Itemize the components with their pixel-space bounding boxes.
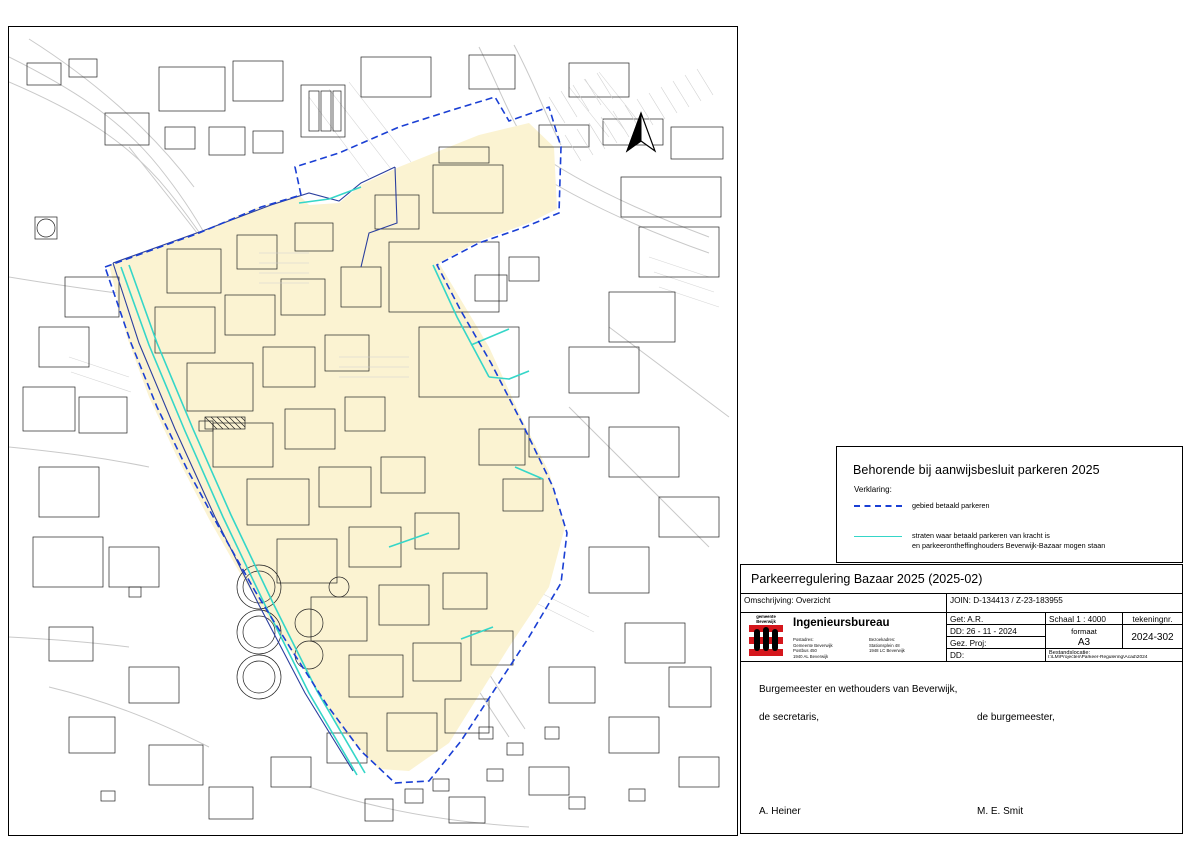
coat-of-arms [749, 625, 783, 656]
organisation-logo-cell [741, 613, 946, 661]
legend-swatch-solid-cyan [854, 536, 902, 537]
checked-by-cell: Gez. Proj: [946, 637, 1045, 649]
drawn-date-cell: DD: 26 - 11 - 2024 [946, 625, 1045, 637]
scale-cell: Schaal 1 : 4000 [1045, 613, 1122, 625]
visiting-address-line-3: 1948 LC Beverwijk [869, 648, 905, 654]
legend-title: Behorende bij aanwijsbesluit parkeren 2025 [853, 463, 1100, 477]
map-canvas[interactable] [9, 27, 735, 833]
legend-label-permit-streets-line2: en parkeerontheffinghouders Beverwijk-Bazaar mogen staan [912, 541, 1106, 550]
signature-name-mayor: M. E. Smit [977, 806, 1024, 817]
title-block [740, 564, 1183, 834]
join-cell: JOIN: D-134413 / Z-23-183955 [946, 594, 1182, 613]
signature-name-secretary: A. Heiner [759, 806, 801, 817]
format-label-cell: formaat [1045, 625, 1122, 636]
file-location-value-cell: I:\LM\Projecten\Parkeer-Regulering\Acad\2024 [1048, 655, 1148, 660]
postal-address-line-1: Postadres: [793, 637, 814, 642]
signature-block [741, 661, 1182, 833]
logo-line-2: Beverwijk [756, 618, 776, 624]
drawn-by-cell: Get: A.R. [946, 613, 1045, 625]
legend-swatch-dashed-blue [854, 505, 902, 507]
signature-role-mayor: de burgemeester, [977, 712, 1055, 723]
postal-address [793, 637, 833, 659]
postal-address-line-2: Gemeente Beverwijk [793, 642, 833, 648]
bureau-name: Ingenieursbureau [793, 617, 890, 629]
signature-heading: Burgemeester en wethouders van Beverwijk, [759, 684, 958, 695]
legend-label-paid-parking-area: gebied betaald parkeren [912, 501, 990, 510]
map-frame[interactable] [8, 26, 738, 836]
legend-box [836, 446, 1183, 563]
format-value-cell: A3 [1045, 635, 1122, 649]
legend-subtitle: Verklaring: [854, 485, 892, 494]
checked-date-cell: DD: [946, 649, 1045, 661]
visiting-address [869, 637, 905, 654]
logo-line-1: gemeente [756, 614, 776, 619]
drawing-number-value-cell: 2024-302 [1122, 625, 1182, 649]
description-cell: Omschrijving: Overzicht [741, 594, 946, 613]
drawing-number-label-cell: tekeningnr. [1122, 613, 1182, 625]
legend-label-permit-streets-line1: straten waar betaald parkeren van kracht is [912, 531, 1050, 540]
postal-address-line-3: Postbus 450 [793, 648, 817, 654]
visiting-address-line-2: Stationsplein 48 [869, 642, 900, 648]
postal-address-line-4: 1940 AL Beverwijk [793, 653, 829, 659]
gemeente-beverwijk-logo-icon [749, 615, 783, 657]
file-location-label-cell: Bestandslocatie: [1045, 649, 1182, 661]
sheet-title: Parkeerregulering Bazaar 2025 (2025-02) [741, 565, 1182, 594]
title-block-grid [741, 594, 1182, 661]
signature-role-secretary: de secretaris, [759, 712, 820, 723]
visiting-address-line-1: Bezoekadres: [869, 637, 896, 642]
